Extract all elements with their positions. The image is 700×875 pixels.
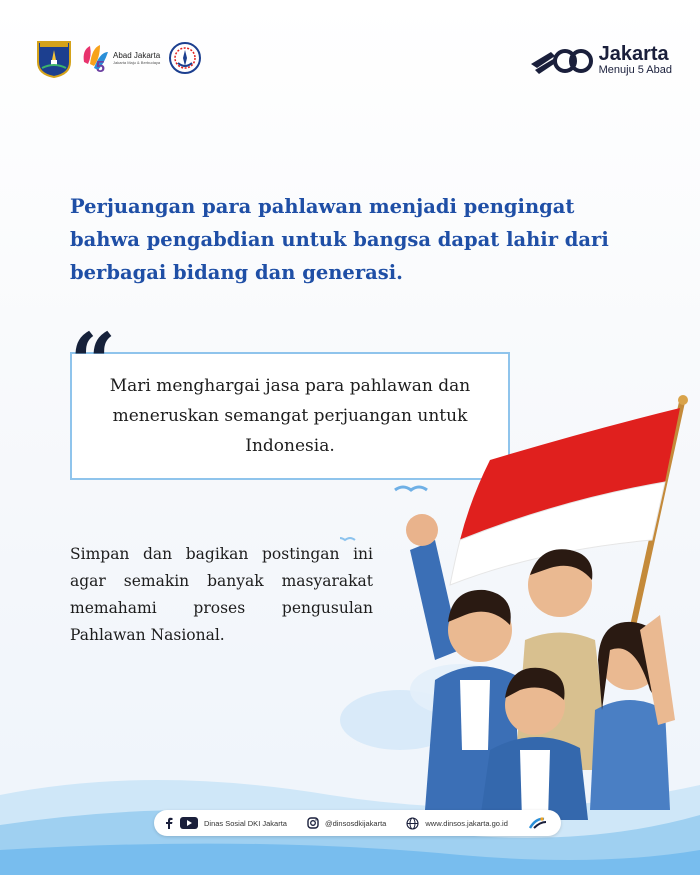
body-text: Simpan dan bagikan postingan ini agar semakin banyak masyarakat memahami proses pengusulan Pahlawan Nasional. [70, 545, 373, 644]
abad-logo-subtitle: Jakarta Maju & Berbudaya [113, 59, 161, 65]
quote-text: Mari menghargai jasa para pahlawan dan meneruskan semangat perjuangan untuk Indonesia. [109, 376, 471, 456]
youtube-icon[interactable] [180, 817, 198, 829]
facebook-icon[interactable] [164, 817, 174, 829]
headline: Perjuangan para pahlawan menjadi pengingat bahwa pengabdian untuk bangsa dapat lahir dari berbagai bidang dan generasi. [70, 195, 609, 284]
jakarta-5-abad-logo-icon [529, 46, 593, 76]
website-link[interactable]: www.dinsos.jakarta.go.id [425, 818, 508, 828]
globe-icon[interactable] [406, 817, 419, 830]
brand-subtitle: Menuju 5 Abad [598, 64, 672, 76]
instagram-handle[interactable]: @dinsosdkijakarta [324, 818, 387, 828]
partner-logos [36, 38, 202, 78]
quote-mark-icon: “ [70, 315, 117, 409]
round-seal-icon [168, 41, 202, 75]
instagram-icon[interactable] [307, 817, 319, 829]
brand-title: Jakarta [598, 43, 669, 65]
abad-logo-title: Abad Jakarta [113, 50, 161, 60]
jakarta-emblem-icon [36, 38, 72, 78]
footer-contact-bar [154, 810, 561, 836]
social-name[interactable]: Dinas Sosial DKI Jakarta [204, 818, 287, 828]
abad-jakarta-logo-icon [80, 42, 110, 74]
dinsos-logo-icon [528, 816, 548, 830]
heroes-illustration [340, 390, 700, 820]
jakarta-5-abad-logo [529, 44, 672, 77]
svg-text:5: 5 [96, 59, 105, 74]
abad-jakarta-logo [80, 42, 160, 74]
